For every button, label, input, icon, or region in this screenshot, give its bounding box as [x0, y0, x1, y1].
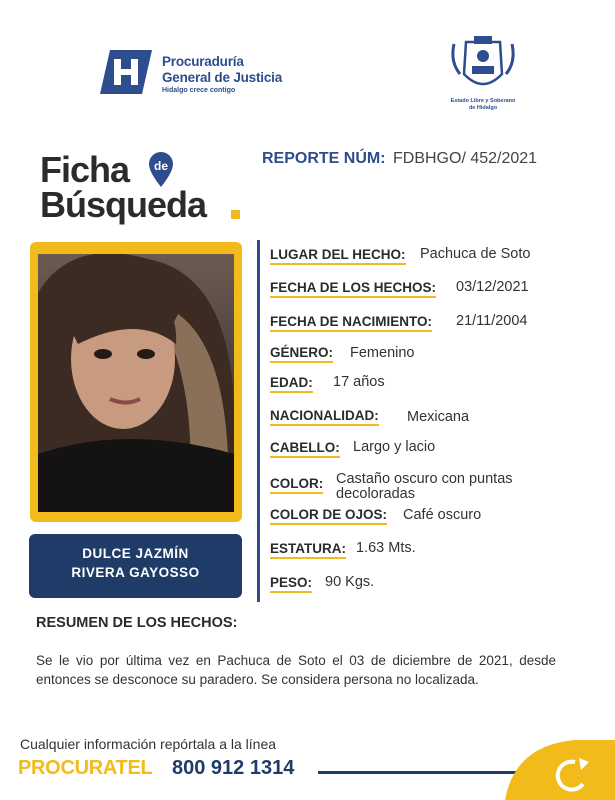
person-name-box [29, 534, 242, 598]
seal-caption [440, 98, 526, 112]
report-label: REPORTE NÚM: [262, 150, 386, 167]
field-value-eye-color: Café oscuro [403, 507, 482, 523]
state-seal-icon [446, 34, 520, 96]
field-label-nationality: NACIONALIDAD: [270, 408, 379, 426]
title-dot [231, 210, 240, 219]
field-label-color: COLOR: [270, 476, 323, 494]
field-value-color-line1: Castaño oscuro con puntas [336, 471, 513, 487]
field-value-place: Pachuca de Soto [420, 246, 531, 262]
field-value-event-date: 03/12/2021 [456, 279, 529, 295]
org-name-line2: General de Justicia [162, 70, 283, 85]
divider [257, 240, 260, 602]
seal-caption-line1: Estado Libre y Soberano [450, 98, 516, 104]
seal-caption-line2: de Hidalgo [468, 105, 498, 111]
footer-brand: PROCURATEL [18, 757, 153, 779]
field-value-age: 17 años [333, 374, 385, 390]
field-value-hair: Largo y lacio [353, 439, 436, 455]
field-label-place: LUGAR DEL HECHO: [270, 247, 406, 265]
field-label-weight: PESO: [270, 575, 312, 593]
summary-text: Se le vio por última vez en Pachuca de Soto el 03 de diciembre de 2021, desde entonces se desconoce su paradero. Se considera persona no localizada. [36, 653, 556, 687]
field-value-birth-date: 21/11/2004 [456, 313, 528, 329]
field-label-gender: GÉNERO: [270, 345, 333, 363]
footer-corner-logo-icon [505, 740, 615, 800]
footer-phone[interactable]: 800 912 1314 [172, 757, 295, 779]
person-first-name: DULCE JAZMÍN [82, 546, 189, 561]
field-value-nationality: Mexicana [407, 409, 470, 425]
field-label-event-date: FECHA DE LOS HECHOS: [270, 280, 436, 298]
footer-line [318, 771, 518, 774]
field-label-birth-date: FECHA DE NACIMIENTO: [270, 314, 432, 332]
org-name-line1: Procuraduría [162, 54, 244, 69]
field-value-weight: 90 Kgs. [325, 574, 375, 590]
report-number: FDBHGO/ 452/2021 [393, 150, 538, 167]
title-badge: de [153, 159, 168, 173]
person-last-name: RIVERA GAYOSSO [71, 565, 200, 580]
person-photo [38, 254, 234, 512]
title-busqueda: Búsqueda [40, 184, 207, 225]
org-tagline: Hidalgo crece contigo [162, 87, 236, 94]
title-ficha: Ficha [40, 149, 130, 190]
footer-contact-text: Cualquier información repórtala a la línea [20, 736, 277, 752]
field-label-age: EDAD: [270, 375, 313, 393]
logo-letter: H [126, 80, 127, 81]
pgj-logo-icon [100, 50, 152, 94]
field-value-gender: Femenino [350, 345, 415, 361]
summary-title: RESUMEN DE LOS HECHOS: [36, 615, 238, 631]
field-label-eye-color: COLOR DE OJOS: [270, 507, 387, 525]
field-value-color [336, 472, 513, 502]
field-label-hair: CABELLO: [270, 440, 340, 458]
field-value-height: 1.63 Mts. [356, 540, 416, 556]
field-value-color-line2: decoloradas [336, 486, 415, 502]
field-label-height: ESTATURA: [270, 541, 346, 559]
